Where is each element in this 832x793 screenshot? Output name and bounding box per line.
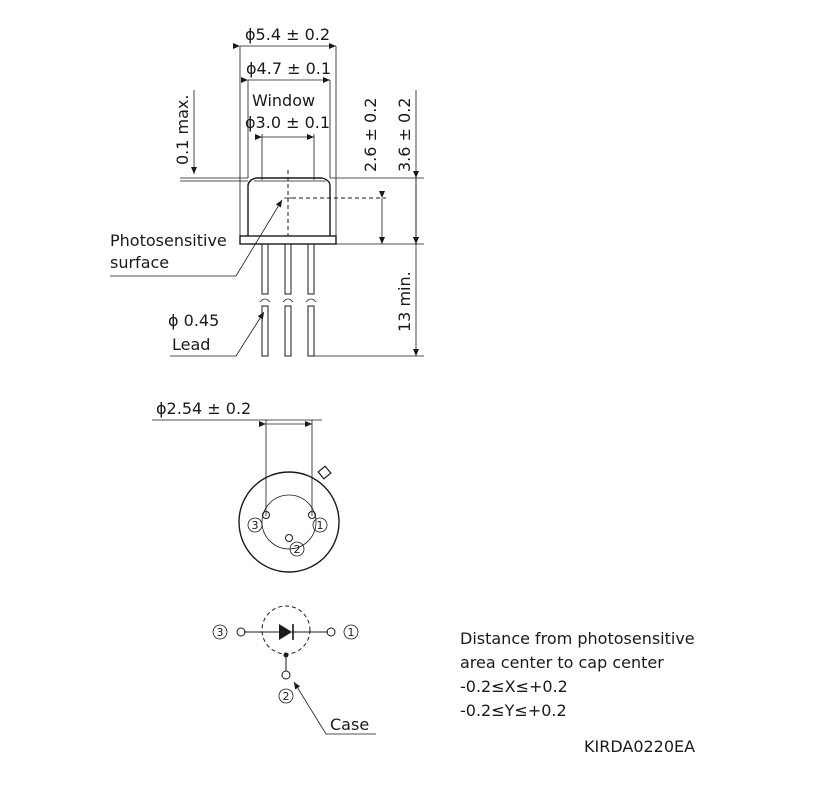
case-label: Case bbox=[330, 715, 370, 734]
leads-lower bbox=[262, 306, 314, 356]
photosensitive-label-line2: surface bbox=[110, 253, 170, 272]
dim-lead-min-label: 13 min. bbox=[395, 271, 414, 332]
window-dia-label: ϕ3.0 ± 0.1 bbox=[245, 113, 331, 132]
cap-body bbox=[248, 178, 330, 236]
pitch-label: ϕ2.54 ± 0.2 bbox=[156, 399, 252, 418]
lead-2-upper bbox=[285, 244, 291, 294]
tolerance-note bbox=[460, 629, 695, 720]
photosensitive-label-line1: Photosensitive bbox=[110, 231, 227, 250]
bottom-view bbox=[152, 399, 339, 572]
dim-max01-label: 0.1 max. bbox=[173, 94, 192, 165]
lead-label: Lead bbox=[172, 335, 211, 354]
pin-2-number: 2 bbox=[293, 543, 301, 556]
pin-3-number: 3 bbox=[251, 519, 259, 532]
lead-dia-label: ϕ 0.45 bbox=[168, 311, 220, 330]
schem-pin-3-number: 3 bbox=[216, 626, 224, 639]
flange bbox=[240, 236, 336, 244]
lead-3-upper bbox=[262, 244, 268, 294]
lead-1-upper bbox=[308, 244, 314, 294]
terminal-1 bbox=[327, 628, 335, 636]
lead-1-lower bbox=[308, 306, 314, 356]
note-line-2: area center to cap center bbox=[460, 653, 664, 672]
window-label: Window bbox=[252, 91, 316, 110]
note-line-4: -0.2≤Y≤+0.2 bbox=[460, 701, 567, 720]
leads-upper bbox=[262, 244, 314, 294]
drawing-code: KIRDA0220EA bbox=[584, 737, 696, 756]
lead-break-marks bbox=[260, 299, 316, 302]
schem-pin-2-number: 2 bbox=[282, 690, 290, 703]
header-circle bbox=[262, 495, 316, 549]
photodiode-symbol bbox=[279, 624, 292, 640]
dim-d47-label: ϕ4.7 ± 0.1 bbox=[246, 59, 332, 78]
dim-h26-label: 2.6 ± 0.2 bbox=[361, 97, 380, 172]
lead-2-lower bbox=[285, 306, 291, 356]
dim-h36-label: 3.6 ± 0.2 bbox=[395, 97, 414, 172]
dim-d54-label: ϕ5.4 ± 0.2 bbox=[245, 25, 331, 44]
schem-pin-1-number: 1 bbox=[347, 626, 355, 639]
terminal-2 bbox=[282, 671, 290, 679]
note-line-3: -0.2≤X≤+0.2 bbox=[460, 677, 568, 696]
index-tab bbox=[318, 466, 331, 479]
schematic bbox=[213, 606, 376, 734]
terminal-3 bbox=[237, 628, 245, 636]
note-line-1: Distance from photosensitive bbox=[460, 629, 695, 648]
pin-2-hole bbox=[286, 535, 293, 542]
pin-1-number: 1 bbox=[316, 519, 324, 532]
side-view bbox=[110, 25, 424, 356]
